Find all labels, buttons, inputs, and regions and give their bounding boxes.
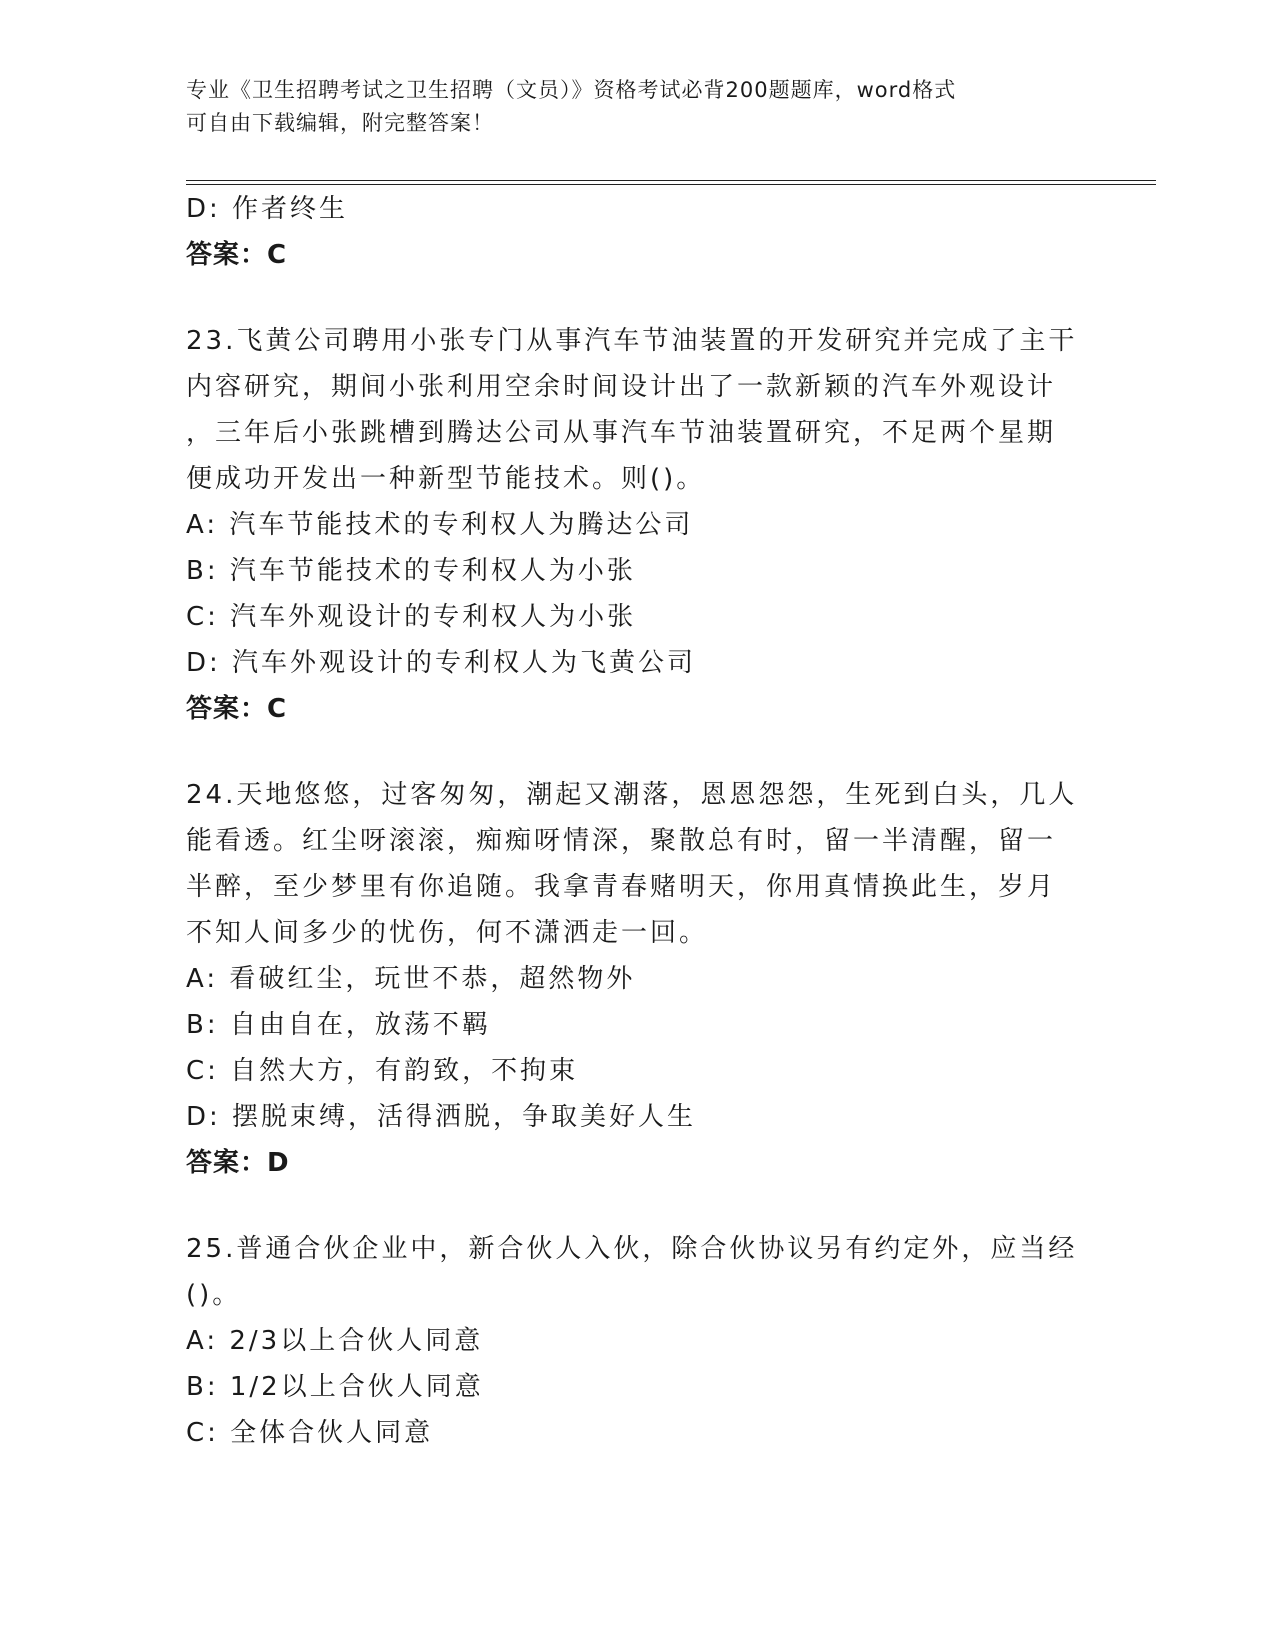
question-text-line: 半醉，至少梦里有你追随。我拿青春赌明天，你用真情换此生，岁月	[186, 872, 1057, 902]
question-spacer	[186, 1186, 1086, 1226]
header-title-line-2: 可自由下载编辑，附完整答案！	[186, 111, 494, 135]
question-spacer	[186, 732, 1086, 772]
option-d: D: 汽车外观设计的专利权人为飞黄公司	[186, 648, 697, 678]
question-text-line: 能看透。红尘呀滚滚，痴痴呀情深，聚散总有时，留一半清醒，留一	[186, 826, 1057, 856]
option-b: B: 1/2以上合伙人同意	[186, 1372, 484, 1402]
document-body	[186, 186, 1086, 1456]
header-title-line-1: 专业《卫生招聘考试之卫生招聘（文员）》资格考试必背200题题库，word格式	[186, 78, 957, 102]
option-b: B: 自由自在，放荡不羁	[186, 1010, 491, 1040]
option-b: B: 汽车节能技术的专利权人为小张	[186, 556, 636, 586]
answer-line: 答案：D	[186, 1148, 290, 1178]
option-c: C: 汽车外观设计的专利权人为小张	[186, 602, 637, 632]
option-a: A: 2/3以上合伙人同意	[186, 1326, 484, 1356]
question-text-line: 内容研究，期间小张利用空余时间设计出了一款新颖的汽车外观设计	[186, 372, 1057, 402]
question-25	[186, 1226, 1086, 1456]
document-header	[186, 74, 1066, 140]
answer-line: 答案：C	[186, 240, 288, 270]
option-a: A: 看破红尘，玩世不恭，超然物外	[186, 964, 636, 994]
option-d: D: 作者终生	[186, 194, 349, 224]
option-c: C: 自然大方，有韵致，不拘束	[186, 1056, 579, 1086]
answer-line: 答案：C	[186, 694, 288, 724]
header-divider-top	[186, 180, 1156, 181]
header-divider-bottom	[186, 184, 1156, 185]
question-24	[186, 772, 1086, 1186]
question-text-line: 不知人间多少的忧伤，何不潇洒走一回。	[186, 918, 709, 948]
question-text-line: ，三年后小张跳槽到腾达公司从事汽车节油装置研究，不足两个星期	[186, 418, 1057, 448]
option-a: A: 汽车节能技术的专利权人为腾达公司	[186, 510, 694, 540]
option-d: D: 摆脱束缚，活得洒脱，争取美好人生	[186, 1102, 697, 1132]
question-text-line: 24.天地悠悠，过客匆匆，潮起又潮落，恩恩怨怨，生死到白头，几人	[186, 780, 1078, 810]
question-22-tail	[186, 186, 1086, 278]
question-text-line: ()。	[186, 1280, 242, 1310]
question-text-line: 23.飞黄公司聘用小张专门从事汽车节油装置的开发研究并完成了主干	[186, 326, 1078, 356]
question-text-line: 25.普通合伙企业中，新合伙人入伙，除合伙协议另有约定外，应当经	[186, 1234, 1078, 1264]
question-text-line: 便成功开发出一种新型节能技术。则()。	[186, 464, 706, 494]
question-spacer	[186, 278, 1086, 318]
question-23	[186, 318, 1086, 732]
option-c: C: 全体合伙人同意	[186, 1418, 434, 1448]
